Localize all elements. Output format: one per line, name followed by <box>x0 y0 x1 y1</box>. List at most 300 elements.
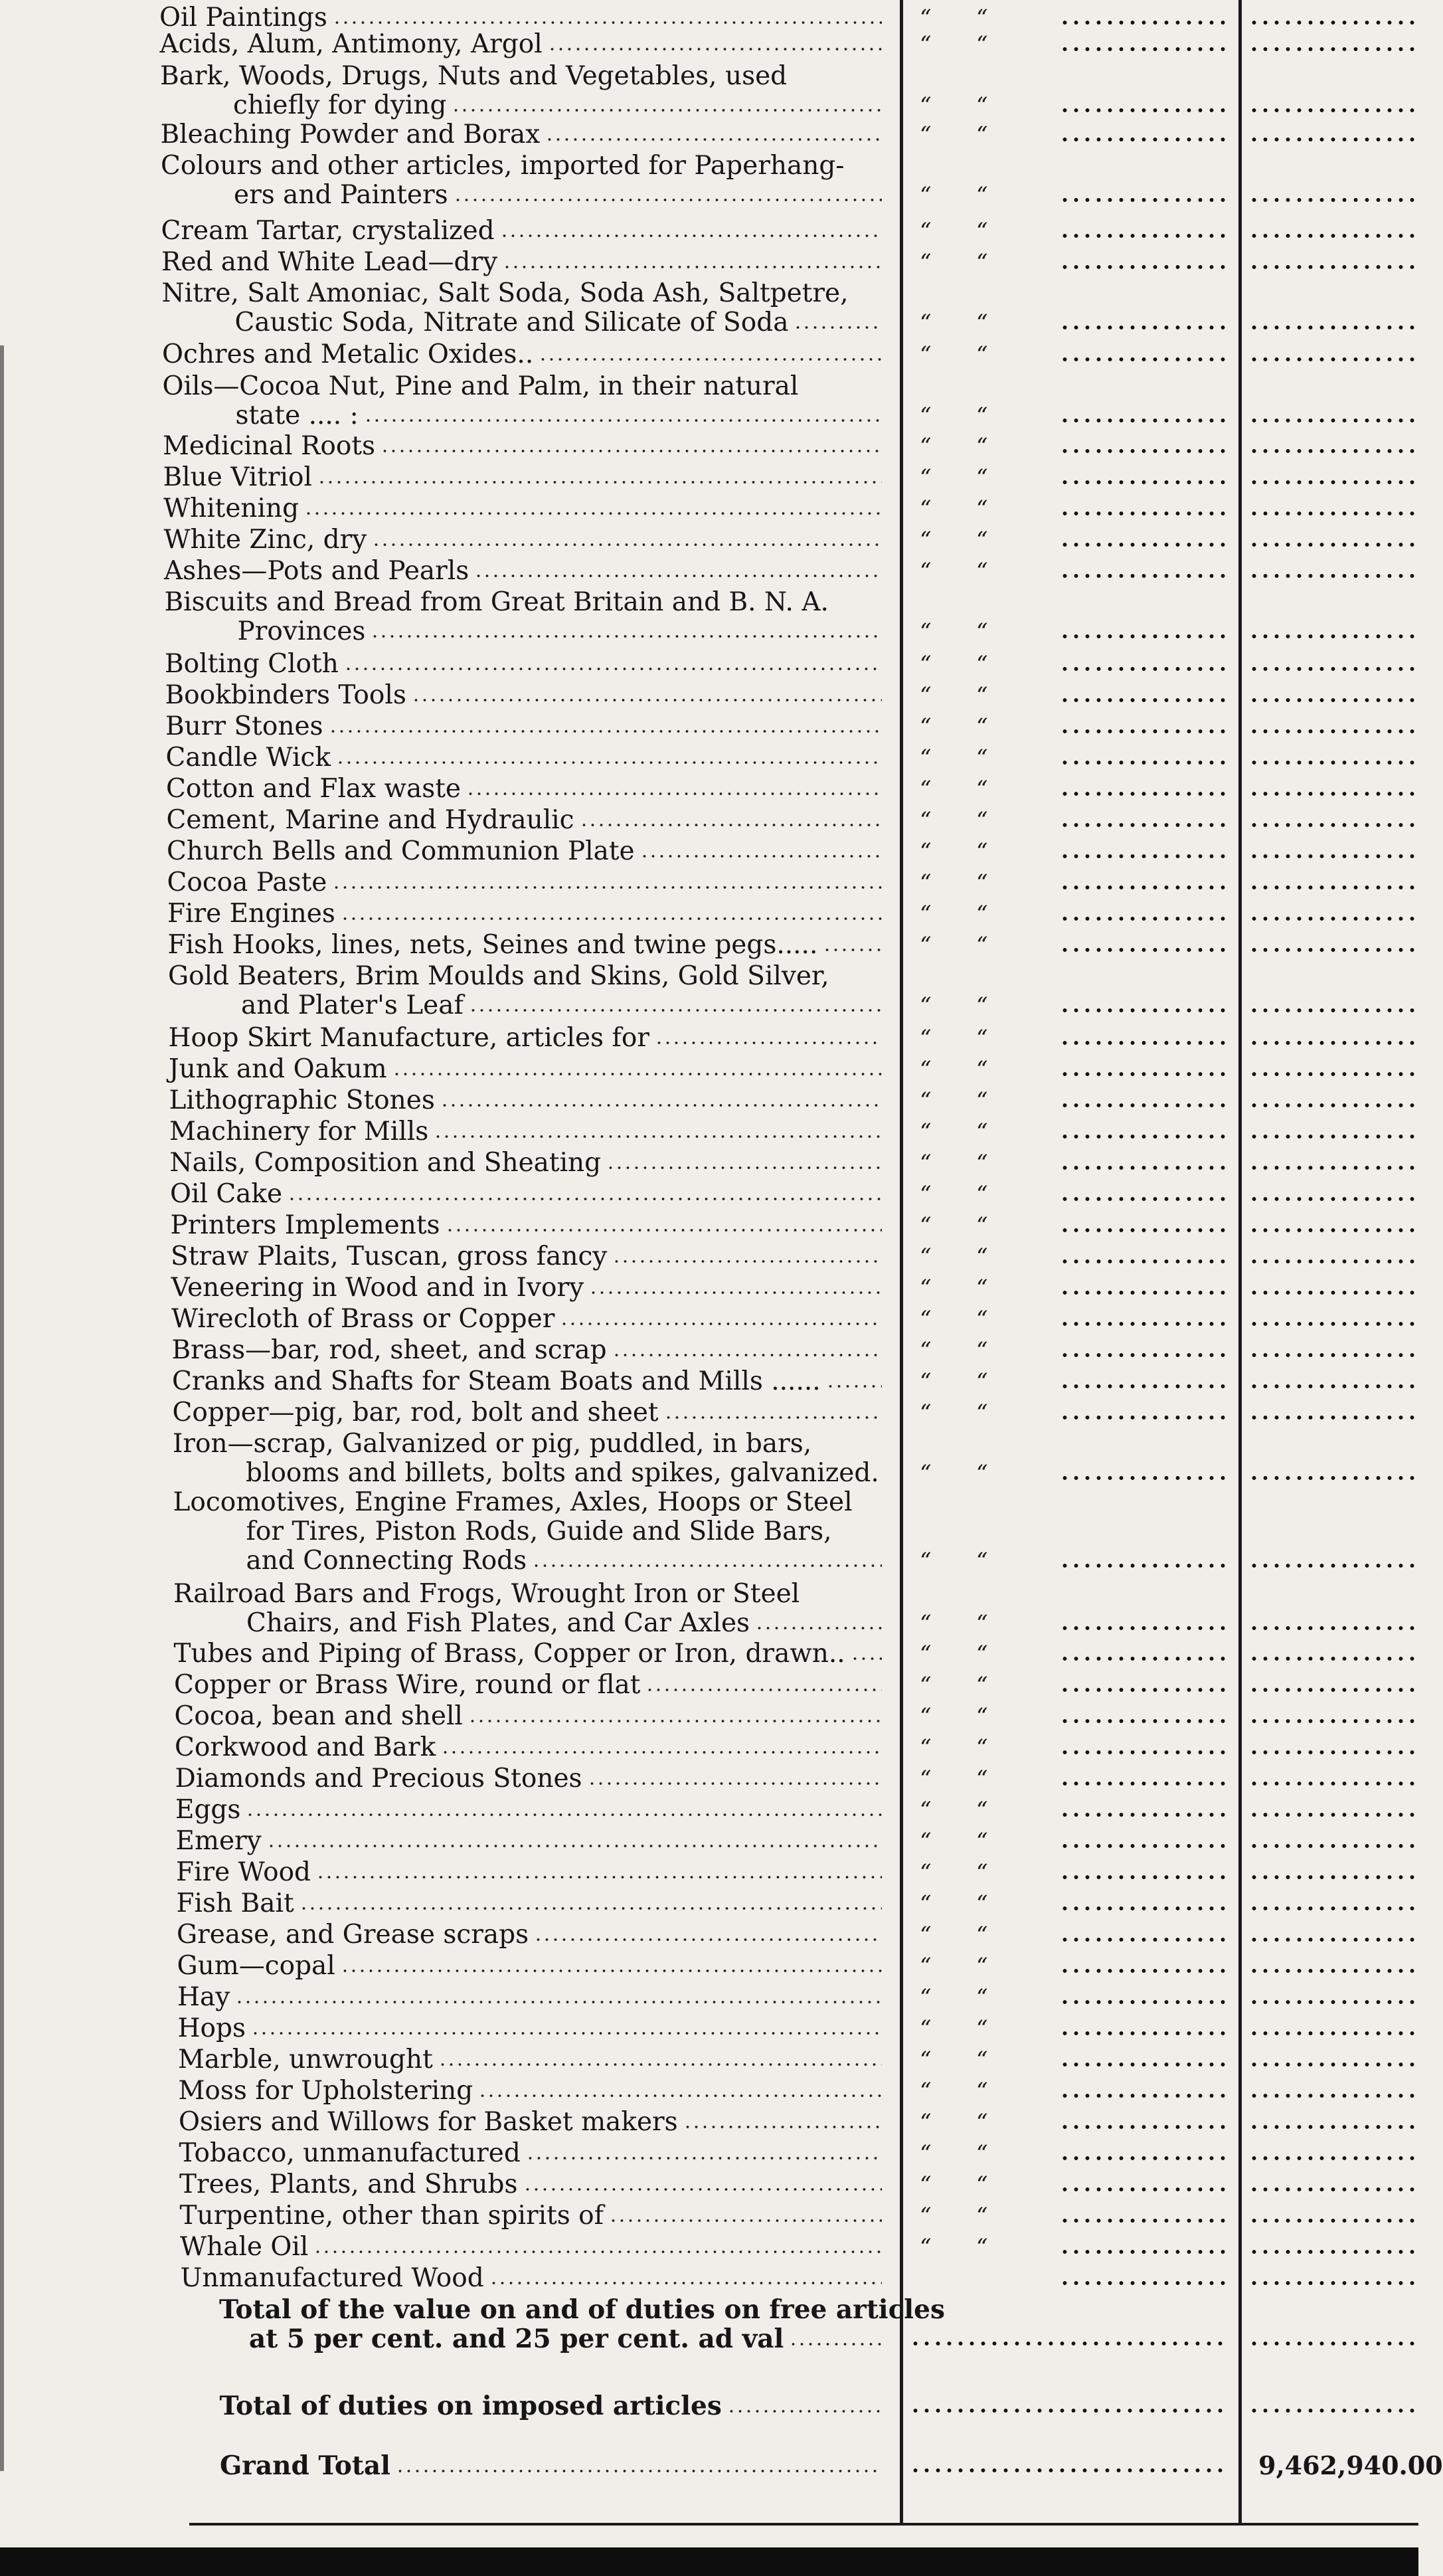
label-text: Hops <box>177 2013 246 2043</box>
ditto-mark-1: “ <box>920 1890 932 1917</box>
column-3-leader <box>1248 2250 1418 2254</box>
column-3-leader <box>1248 1197 1418 1201</box>
leader-dots <box>727 2409 882 2413</box>
article-label <box>170 1149 883 1178</box>
article-label <box>177 1952 883 1981</box>
ditto-mark-1: “ <box>920 1243 932 1270</box>
article-label <box>178 2014 883 2043</box>
column-2-leader <box>1059 1657 1225 1661</box>
column-3-leader <box>1248 1875 1418 1879</box>
leader-dots <box>606 1166 882 1170</box>
column-3-leader <box>1248 761 1418 765</box>
ditto-mark-1: “ <box>920 558 932 585</box>
ditto-mark-1: “ <box>920 182 932 209</box>
article-label <box>164 525 883 555</box>
ditto-mark-1: “ <box>920 1922 932 1948</box>
label-text: Wirecloth of Brass or Copper <box>171 1304 555 1334</box>
column-2-leader <box>1059 792 1225 796</box>
column-divider-2 <box>1238 0 1242 2524</box>
column-3-leader <box>1248 2031 1418 2035</box>
ditto-mark-2: “ <box>976 713 988 740</box>
label-text: Cocoa, bean and shell <box>174 1701 463 1731</box>
article-label <box>235 308 883 337</box>
leader-dots <box>288 1197 882 1201</box>
article-label <box>173 1429 811 1459</box>
label-text: Railroad Bars and Frogs, Wrought Iron or Steel <box>173 1579 800 1609</box>
column-2-leader <box>1059 634 1225 638</box>
ditto-mark-2: “ <box>976 2078 988 2104</box>
total-label <box>249 2324 882 2353</box>
column-2-leader <box>1059 1353 1225 1357</box>
leader-dots <box>469 1008 882 1012</box>
leader-dots <box>640 854 882 858</box>
column-3-leader <box>1248 480 1418 484</box>
column-2-leader <box>1059 1291 1225 1295</box>
article-label <box>168 931 883 960</box>
column-2-leader <box>1059 917 1225 921</box>
label-text: Ashes—Pots and Pearls <box>164 556 469 586</box>
label-text: Cranks and Shafts for Steam Boats and Mills ...... <box>172 1366 821 1396</box>
label-text: Fire Wood <box>176 1857 311 1887</box>
article-label <box>169 1055 882 1084</box>
column-3-leader <box>1248 2156 1418 2160</box>
ditto-mark-2: “ <box>976 745 988 771</box>
ditto-mark-2: “ <box>976 901 988 927</box>
ditto-mark-2: “ <box>976 5 988 31</box>
ditto-mark-1: “ <box>920 433 932 460</box>
leader-dots <box>392 1072 882 1076</box>
label-text: Oils—Cocoa Nut, Pine and Palm, in their natural <box>162 371 799 401</box>
column-2-leader <box>1059 2125 1225 2129</box>
leader-dots <box>313 2250 882 2254</box>
article-label <box>165 650 882 679</box>
column-2-leader <box>1059 2000 1225 2004</box>
ditto-mark-1: “ <box>920 1766 932 1792</box>
column-2-leader <box>1059 1813 1225 1817</box>
ditto-mark-2: “ <box>976 558 988 585</box>
column-2-leader <box>1059 948 1225 952</box>
ditto-mark-2: “ <box>976 1025 988 1052</box>
leader-dots <box>545 138 882 141</box>
column-3-leader <box>1248 574 1418 578</box>
label-text: Iron—scrap, Galvanized or pig, puddled, in bars, <box>173 1429 812 1459</box>
ditto-mark-1: “ <box>920 1953 932 1979</box>
leader-dots <box>316 1875 882 1879</box>
leader-dots <box>396 2469 882 2473</box>
leader-dots <box>246 1813 882 1817</box>
column-2-leader <box>1059 2031 1225 2035</box>
ditto-mark-1: “ <box>920 1400 932 1426</box>
column-3-leader <box>1248 265 1418 269</box>
leader-dots <box>341 917 882 921</box>
column-3-leader <box>1248 1969 1418 1973</box>
column-3-leader <box>1248 2281 1418 2285</box>
column-3-leader <box>1248 1416 1418 1420</box>
leader-dots <box>344 667 882 671</box>
ditto-mark-1: “ <box>920 2171 932 2198</box>
column-3-leader <box>1248 1166 1418 1170</box>
article-label <box>173 1398 883 1427</box>
column-3-leader <box>1248 1008 1418 1012</box>
column-3-leader <box>1248 1228 1418 1232</box>
ditto-mark-2: “ <box>976 310 988 336</box>
ditto-mark-1: “ <box>920 1703 932 1730</box>
ditto-mark-1: “ <box>920 218 932 244</box>
column-2-leader <box>1059 1750 1225 1754</box>
column-3-leader <box>1248 2063 1418 2067</box>
column-2-leader <box>1059 138 1225 141</box>
column-3-leader <box>1248 1135 1418 1139</box>
leader-dots <box>645 1688 882 1692</box>
column-2-leader <box>1059 1322 1225 1326</box>
column-3-leader <box>1248 449 1418 453</box>
leader-dots <box>534 1938 882 1942</box>
label-text: Emery <box>175 1826 262 1856</box>
label-text: Marble, unwrought <box>178 2045 433 2074</box>
leader-dots <box>523 2187 883 2191</box>
label-text: Burr Stones <box>165 711 323 741</box>
leader-dots <box>560 1322 882 1326</box>
left-page-edge <box>0 345 4 2471</box>
article-label <box>162 279 849 308</box>
column-3-leader <box>1248 1906 1418 1910</box>
ditto-mark-2: “ <box>976 403 988 429</box>
leader-dots <box>532 1564 882 1568</box>
label-text: Colours and other articles, imported for Paperhang- <box>161 151 845 181</box>
column-2-leader <box>1059 574 1225 578</box>
leader-dots <box>466 792 882 796</box>
leader-dots <box>789 2342 882 2346</box>
leader-dots <box>683 2125 882 2129</box>
label-text: Veneering in Wood and in Ivory <box>171 1273 584 1303</box>
column-3-leader <box>1248 47 1418 51</box>
leader-dots <box>500 234 882 238</box>
ditto-mark-1: “ <box>920 1181 932 1208</box>
article-label <box>173 1580 800 1609</box>
article-label <box>161 248 882 277</box>
ditto-mark-1: “ <box>920 1150 932 1176</box>
ditto-mark-2: “ <box>976 1212 988 1239</box>
label-text: Gold Beaters, Brim Moulds and Skins, Gold Silver, <box>168 961 829 991</box>
ditto-mark-1: “ <box>920 2234 932 2260</box>
article-label <box>176 1858 882 1887</box>
column-3-leader <box>1248 2219 1418 2223</box>
column-3-leader <box>1248 1688 1418 1692</box>
leader-dots <box>446 1228 882 1232</box>
column-2-leader <box>1059 265 1225 269</box>
ditto-mark-2: “ <box>976 464 988 491</box>
label-text: Candle Wick <box>165 743 331 773</box>
column-2-leader <box>1059 885 1225 889</box>
column-2-leader <box>1059 1719 1225 1723</box>
ditto-mark-2: “ <box>976 1922 988 1948</box>
column-3-leader <box>1248 2000 1418 2004</box>
ditto-mark-2: “ <box>976 1828 988 1855</box>
column-2-leader <box>1059 2063 1225 2067</box>
column-3-leader <box>1248 2094 1418 2098</box>
leader-dots <box>664 1416 882 1420</box>
column-3-leader <box>1248 418 1418 422</box>
ditto-mark-1: “ <box>920 2203 932 2229</box>
column-2-leader <box>1059 1875 1225 1879</box>
column-3-leader <box>1248 511 1418 515</box>
article-label <box>179 2170 882 2199</box>
ditto-mark-1: “ <box>920 2015 932 2042</box>
total-label <box>219 2295 945 2324</box>
article-label <box>169 1024 883 1053</box>
label-text: Ochres and Metalic Oxides.. <box>162 339 534 369</box>
ditto-mark-2: “ <box>976 682 988 709</box>
column-3-leader <box>1248 823 1418 827</box>
article-label <box>174 1671 882 1700</box>
column-3-leader <box>1248 1626 1418 1630</box>
column-2-leader <box>1059 1476 1225 1480</box>
leader-dots <box>329 729 882 733</box>
label-text: Fish Bait <box>176 1888 294 1918</box>
column-2-leader <box>1059 823 1225 827</box>
ditto-mark-1: “ <box>920 122 932 148</box>
leader-dots <box>609 2219 882 2223</box>
column-3-leader <box>1248 1813 1418 1817</box>
column-3-leader <box>1248 948 1418 952</box>
article-label <box>179 2076 883 2106</box>
label-text: Cement, Marine and Hydraulic <box>166 805 574 835</box>
ditto-mark-1: “ <box>920 807 932 834</box>
ditto-mark-1: “ <box>920 1672 932 1699</box>
ditto-mark-2: “ <box>976 31 988 58</box>
leader-dots <box>474 574 882 578</box>
column-2-leader <box>1059 1626 1225 1630</box>
article-label <box>171 1242 882 1271</box>
column-2-leader <box>1059 47 1225 51</box>
article-label <box>246 1517 832 1546</box>
column-2-leader <box>1059 1688 1225 1692</box>
ditto-mark-1: “ <box>920 1337 932 1364</box>
column-3-leader <box>1248 1384 1418 1388</box>
article-label <box>178 2045 882 2074</box>
label-text: Whitening <box>163 494 299 523</box>
label-text: Bookbinders Tools <box>165 680 406 710</box>
label-text: Hoop Skirt Manufacture, articles for <box>168 1023 650 1053</box>
column-3-leader <box>1248 108 1418 112</box>
column-3-leader <box>1248 885 1418 889</box>
leader-dots <box>267 1844 882 1848</box>
ditto-mark-1: “ <box>920 310 932 336</box>
ditto-mark-2: “ <box>976 651 988 678</box>
ditto-mark-2: “ <box>976 1766 988 1792</box>
article-label <box>161 217 883 246</box>
ditto-mark-2: “ <box>976 1953 988 1979</box>
ditto-mark-2: “ <box>976 1119 988 1145</box>
leader-dots <box>333 21 882 25</box>
article-label <box>246 1459 885 1488</box>
article-label <box>179 2139 883 2168</box>
label-text: Whale Oil <box>180 2232 309 2262</box>
article-label <box>180 2233 882 2262</box>
ditto-mark-1: “ <box>920 2047 932 2073</box>
leader-dots <box>251 2031 882 2035</box>
article-label <box>180 2201 883 2231</box>
leader-dots <box>304 511 882 515</box>
ditto-mark-2: “ <box>976 2171 988 2198</box>
column-3-leader <box>1248 1476 1418 1480</box>
column-2-leader <box>1059 1135 1225 1139</box>
ditto-mark-1: “ <box>920 2140 932 2167</box>
article-label <box>171 1211 883 1240</box>
leader-dots <box>794 325 882 329</box>
label-text: Junk and Oakum <box>169 1054 387 1084</box>
leader-dots <box>478 2094 882 2098</box>
label-text: Blue Vitriol <box>163 462 312 492</box>
ditto-mark-1: “ <box>920 527 932 553</box>
column-2-leader <box>1059 1969 1225 1973</box>
leader-dots <box>441 1750 882 1754</box>
label-text: Locomotives, Engine Frames, Axles, Hoops or Steel <box>173 1487 853 1517</box>
column-2-leader <box>1059 1564 1225 1568</box>
leader-dots <box>454 198 882 202</box>
article-label <box>167 837 882 866</box>
leader-dots <box>332 885 882 889</box>
column-2-leader <box>1059 2250 1225 2254</box>
article-label <box>162 340 882 369</box>
column-2-leader <box>1059 1103 1225 1107</box>
column-2-leader <box>1059 1008 1225 1012</box>
column-3-leader <box>1248 1353 1418 1357</box>
article-label <box>179 2108 882 2137</box>
article-label <box>167 868 883 897</box>
leader-dots <box>655 1041 882 1045</box>
ditto-mark-1: “ <box>920 1734 932 1761</box>
column-2-leader <box>1059 2156 1225 2160</box>
grand-total-value: 9,462,940.00 <box>1258 2450 1443 2480</box>
article-label <box>234 181 882 210</box>
column-2-leader <box>1059 729 1225 733</box>
column-2-leader <box>1059 1228 1225 1232</box>
ditto-mark-2: “ <box>976 1181 988 1208</box>
leader-dots <box>299 1906 882 1910</box>
ditto-mark-1: “ <box>920 870 932 896</box>
column-3-leader <box>1248 2409 1418 2413</box>
label-text: Grand Total <box>220 2450 390 2481</box>
column-3-leader <box>1248 1782 1418 1786</box>
label-text: Brass—bar, rod, sheet, and scrap <box>171 1335 607 1365</box>
label-text: at 5 per cent. and 25 per cent. ad val <box>249 2324 784 2354</box>
ditto-mark-1: “ <box>920 1275 932 1301</box>
label-text: Cotton and Flax waste <box>166 774 461 804</box>
column-2-leader <box>1059 1197 1225 1201</box>
column-2-leader <box>910 2409 1229 2413</box>
article-label <box>161 120 883 149</box>
label-text: Red and White Lead—dry <box>161 247 498 277</box>
column-2-leader <box>1059 325 1225 329</box>
column-2-leader <box>1059 1844 1225 1848</box>
ditto-mark-1: “ <box>920 1306 932 1333</box>
leader-dots <box>440 1103 882 1107</box>
ditto-mark-1: “ <box>920 745 932 771</box>
column-3-leader <box>1248 1750 1418 1754</box>
label-text: Church Bells and Communion Plate <box>167 836 635 866</box>
article-label <box>174 1639 883 1669</box>
column-2-leader <box>1059 543 1225 547</box>
leader-dots <box>580 823 882 827</box>
article-label <box>171 1305 882 1334</box>
column-3-leader <box>1248 1657 1418 1661</box>
label-text: Bark, Woods, Drugs, Nuts and Vegetables, used <box>160 61 788 91</box>
label-text: Osiers and Willows for Basket makers <box>179 2107 678 2137</box>
column-2-leader <box>1059 21 1225 25</box>
ditto-mark-2: “ <box>976 1641 988 1667</box>
column-3-leader <box>1248 1072 1418 1076</box>
article-label <box>175 1764 883 1794</box>
leader-dots <box>489 2281 882 2285</box>
label-text: Trees, Plants, and Shrubs <box>179 2169 518 2199</box>
column-2-leader <box>1059 511 1225 515</box>
label-text: Total of duties on imposed articles <box>219 2391 722 2421</box>
column-3-leader <box>1248 729 1418 733</box>
column-2-leader <box>1059 2219 1225 2223</box>
column-2-leader <box>1059 357 1225 361</box>
label-text: and Connecting Rods <box>246 1546 527 1576</box>
article-label <box>163 463 883 492</box>
ditto-mark-2: “ <box>976 870 988 896</box>
label-text: Biscuits and Bread from Great Britain and B. N. A. <box>164 587 829 617</box>
article-label <box>175 1702 883 1731</box>
label-text: Unmanufactured Wood <box>180 2263 484 2293</box>
ditto-mark-1: “ <box>920 1984 932 2011</box>
article-label <box>167 899 882 929</box>
ditto-mark-2: “ <box>976 341 988 368</box>
article-label <box>167 806 883 835</box>
article-label <box>165 712 882 741</box>
ditto-mark-2: “ <box>976 1460 988 1487</box>
article-label <box>246 1546 883 1576</box>
label-text: Copper—pig, bar, rod, bolt and sheet <box>172 1398 659 1427</box>
label-text: Hay <box>177 1982 230 2012</box>
ditto-mark-2: “ <box>976 776 988 802</box>
leader-dots <box>364 418 882 422</box>
leader-dots <box>317 480 882 484</box>
label-text: Nitre, Salt Amoniac, Salt Soda, Soda Ash, Saltpetre, <box>161 278 849 308</box>
leader-dots <box>372 543 882 547</box>
ditto-mark-2: “ <box>976 2140 988 2167</box>
ditto-mark-2: “ <box>976 2047 988 2073</box>
article-label <box>168 962 829 991</box>
column-3-leader <box>1248 792 1418 796</box>
ditto-mark-1: “ <box>920 776 932 802</box>
column-3-leader <box>1248 1564 1418 1568</box>
label-text: Machinery for Mills <box>169 1117 429 1147</box>
label-text: Provinces <box>237 616 366 646</box>
ditto-mark-2: “ <box>976 1703 988 1730</box>
leader-dots <box>434 1135 882 1139</box>
page-bottom-edge <box>0 2547 1418 2576</box>
article-label <box>163 494 882 523</box>
label-text: ers and Painters <box>234 180 448 210</box>
ditto-mark-2: “ <box>976 1368 988 1395</box>
label-text: Oil Paintings <box>159 3 327 33</box>
column-2-leader <box>910 2342 1229 2346</box>
article-label <box>166 775 882 804</box>
article-label <box>160 62 787 91</box>
column-2-leader <box>1059 667 1225 671</box>
ditto-mark-2: “ <box>976 1400 988 1426</box>
ditto-mark-1: “ <box>920 1859 932 1886</box>
column-3-leader <box>1248 325 1418 329</box>
ditto-mark-2: “ <box>976 2234 988 2260</box>
leader-dots <box>612 1259 882 1263</box>
column-2-leader <box>1059 198 1225 202</box>
column-2-leader <box>1059 1782 1225 1786</box>
